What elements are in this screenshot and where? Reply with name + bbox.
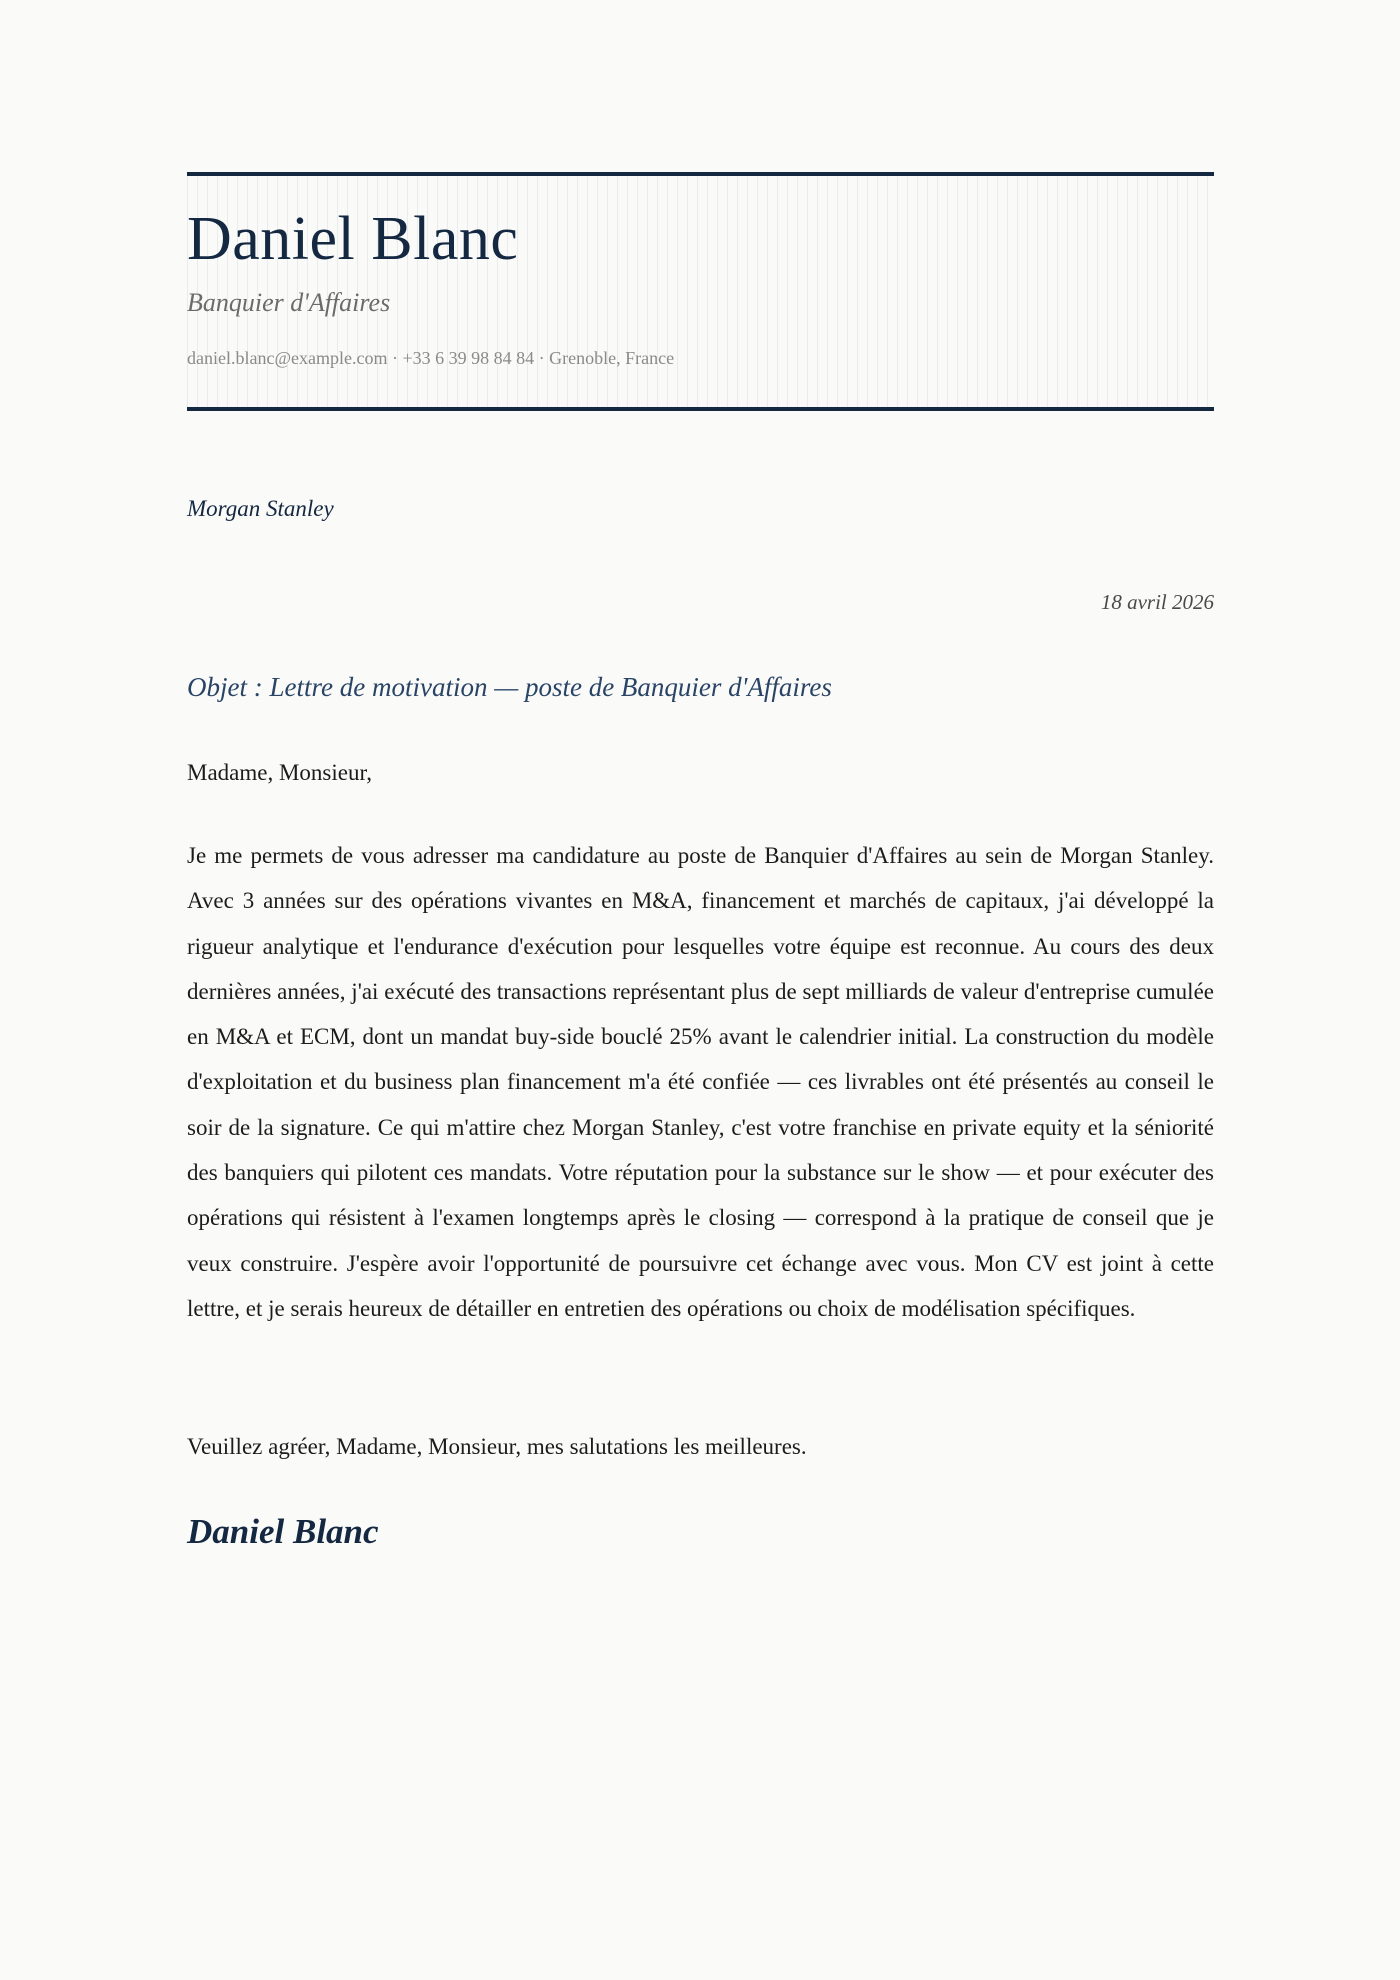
letter-closing: Veuillez agréer, Madame, Monsieur, mes salutations les meilleures. [187, 1434, 807, 1459]
letter-date: 18 avril 2026 [1100, 590, 1214, 614]
sender-name: Daniel Blanc [187, 205, 519, 273]
cover-letter-page [187, 0, 1214, 1980]
letter-subject: Objet : Lettre de motivation — poste de Banquier d'Affaires [187, 672, 832, 702]
letter-body: Je me permets de vous adresser ma candidature au poste de Banquier d'Affaires au sein de Morgan Stanley. Avec 3 années sur des opérations vivantes en M&A, financement et marchés de capitaux, j'ai développé la rigueur analytique et l'endurance d'exécution pour lesquelles votre équipe est reconnue. Au cours des deux dernières années, j'ai exécuté des transactions représentant plus de sept milliards de valeur d'entreprise cumulée en M&A et ECM, dont un mandat buy-side bouclé 25% avant le calendrier initial. La construction du modèle d'exploitation et du business plan financement m'a été confiée — ces livrables ont été présentés au conseil le soir de la signature. Ce qui m'attire chez Morgan Stanley, c'est votre franchise en private equity et la séniorité des banquiers qui pilotent ces mandats. Votre réputation pour la substance sur le show — et pour exécuter des opérations qui résistent à l'examen longtemps après le closing — correspond à la pratique de conseil que je veux construire. J'espère avoir l'opportunité de poursuivre cet échange avec vous. Mon CV est joint à cette lettre, et je serais heureux de détailler en entretien des opérations ou choix de modélisation spécifiques. [187, 843, 1214, 1321]
signature: Daniel Blanc [187, 1512, 379, 1551]
recipient-company: Morgan Stanley [187, 496, 334, 521]
sender-role: Banquier d'Affaires [187, 288, 391, 317]
letterhead [187, 172, 1214, 411]
letter-salutation: Madame, Monsieur, [187, 760, 372, 785]
sender-contact-line: daniel.blanc@example.com · +33 6 39 98 84 84 · Grenoble, France [187, 348, 675, 368]
